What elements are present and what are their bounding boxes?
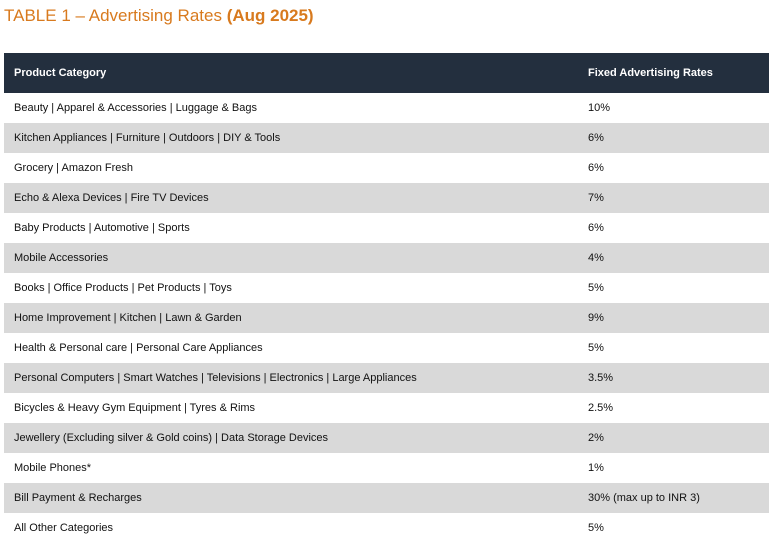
category-cell: Echo & Alexa Devices | Fire TV Devices — [4, 183, 578, 213]
table-row — [4, 393, 769, 423]
table-title-prefix: TABLE 1 – Advertising Rates — [4, 6, 227, 25]
table-row — [4, 363, 769, 393]
table-row — [4, 453, 769, 483]
rate-cell: 5% — [578, 273, 769, 303]
table-row — [4, 483, 769, 513]
table-header — [4, 53, 769, 93]
category-cell: Jewellery (Excluding silver & Gold coins) | Data Storage Devices — [4, 423, 578, 453]
table-title — [4, 6, 314, 26]
rate-cell: 5% — [578, 333, 769, 363]
table-row — [4, 153, 769, 183]
rate-cell: 2.5% — [578, 393, 769, 423]
rate-cell: 5% — [578, 513, 769, 543]
table-row — [4, 423, 769, 453]
rate-cell: 9% — [578, 303, 769, 333]
rate-cell: 1% — [578, 453, 769, 483]
header-row — [4, 53, 769, 93]
table-row — [4, 273, 769, 303]
category-cell: Bill Payment & Recharges — [4, 483, 578, 513]
table-row — [4, 333, 769, 363]
category-cell: Bicycles & Heavy Gym Equipment | Tyres & Rims — [4, 393, 578, 423]
category-cell: Grocery | Amazon Fresh — [4, 153, 578, 183]
category-cell: Books | Office Products | Pet Products | Toys — [4, 273, 578, 303]
category-cell: Health & Personal care | Personal Care Appliances — [4, 333, 578, 363]
category-cell: Kitchen Appliances | Furniture | Outdoors | DIY & Tools — [4, 123, 578, 153]
header-product-category: Product Category — [4, 53, 578, 93]
category-cell: Mobile Accessories — [4, 243, 578, 273]
table-row — [4, 93, 769, 123]
table-row — [4, 123, 769, 153]
rate-cell: 30% (max up to INR 3) — [578, 483, 769, 513]
table-body — [4, 93, 769, 543]
rate-cell: 3.5% — [578, 363, 769, 393]
category-cell: All Other Categories — [4, 513, 578, 543]
header-fixed-advertising-rates: Fixed Advertising Rates — [578, 53, 769, 93]
rate-cell: 7% — [578, 183, 769, 213]
table-row — [4, 513, 769, 543]
advertising-rates-table — [4, 53, 769, 543]
table-title-date: (Aug 2025) — [226, 6, 314, 25]
category-cell: Home Improvement | Kitchen | Lawn & Garden — [4, 303, 578, 333]
rate-cell: 2% — [578, 423, 769, 453]
rate-cell: 6% — [578, 213, 769, 243]
rate-cell: 6% — [578, 153, 769, 183]
rate-cell: 6% — [578, 123, 769, 153]
table-row — [4, 213, 769, 243]
category-cell: Mobile Phones* — [4, 453, 578, 483]
table-row — [4, 303, 769, 333]
category-cell: Personal Computers | Smart Watches | Televisions | Electronics | Large Appliances — [4, 363, 578, 393]
rate-cell: 4% — [578, 243, 769, 273]
table-row — [4, 243, 769, 273]
rate-cell: 10% — [578, 93, 769, 123]
category-cell: Baby Products | Automotive | Sports — [4, 213, 578, 243]
category-cell: Beauty | Apparel & Accessories | Luggage & Bags — [4, 93, 578, 123]
table-row — [4, 183, 769, 213]
